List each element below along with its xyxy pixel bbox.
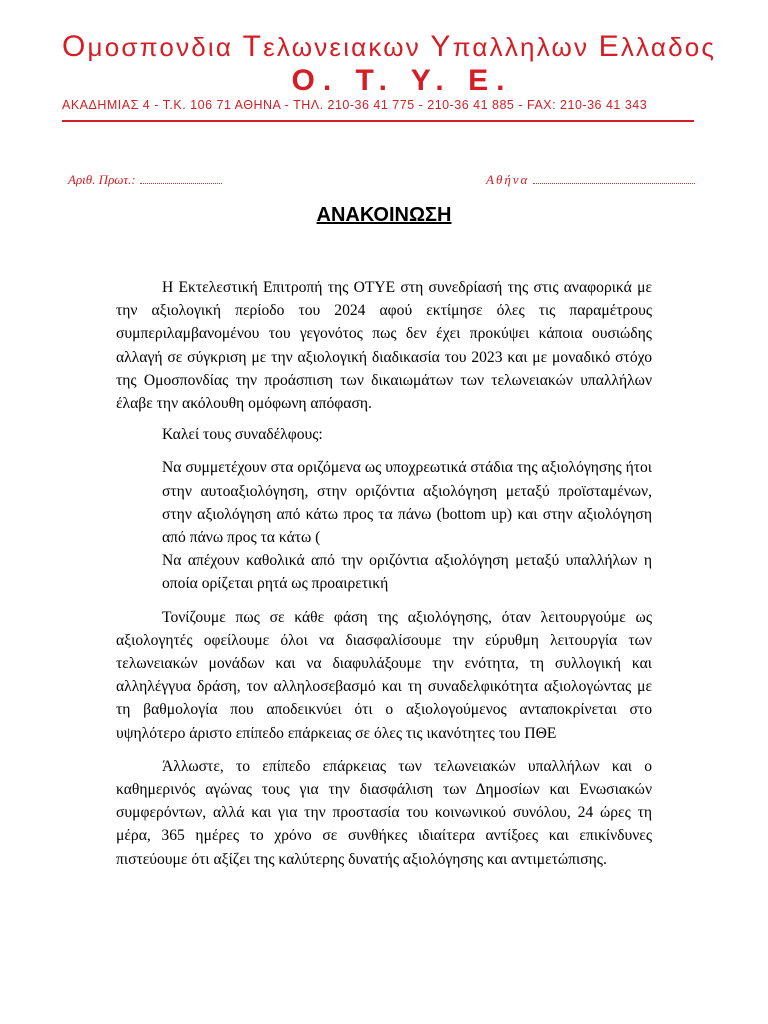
paragraph-decision: Η Εκτελεστική Επιτροπή της ΟΤΥΕ στη συνεδρίασή της στις αναφορικά με την αξιολογική περίοδο του 2024 αφού εκτίμησε όλες τις παραμέτρους συμπεριλαμβανομένου του γεγονότος πως δεν έχει προκύψει κάποια ουσιώδης αλλαγή σε σύγκριση με την αξιολογική διαδικασία του 2023 και με μοναδικό στόχο της Ομοσπονδίας την προάσπιση των δικαιωμάτων των τελωνειακών υπαλλήλων έλαβε την ακόλουθη ομόφωνη απόφαση. (116, 279, 652, 413)
protocol-number-label: Αριθ. Πρωτ.: (68, 172, 136, 187)
paragraph-call: Καλεί τους συναδέλφους: (162, 426, 323, 444)
protocol-number (68, 172, 222, 188)
protocol-number-blank (140, 182, 222, 184)
document-heading: ΑΝΑΚΟΙΝΩΣΗ (316, 204, 452, 226)
paragraph-conclusion: Άλλωστε, το επίπεδο επάρκειας των τελωνειακών υπαλλήλων και ο καθημερινός αγώνας τους για την διασφάλιση των Δημοσίων και Ενωσιακών συμφερόντων, αλλά και για την προστασία του κοινωνικού συνόλου, 24 ώρες τη μέρα, 365 ημέρες το χρόνο σε συνθήκες ιδιαίτερα αντίξοες και επικίνδυνες πιστεύουμε ότι αξίζει της καλύτερης δυνατής αξιολόγησης και αντιμετώπισης. (116, 757, 652, 868)
paragraph-emphasis: Τονίζουμε πως σε κάθε φάση της αξιολόγησης, όταν λειτουργούμε ως αξιολογητές οφείλουμε όλοι να διασφαλίσουμε την εύρυθμη λειτουργία των τελωνειακών μονάδων και να διαφυλάξουμε την ενότητα, τη συλλογική και αλληλέγγυα δράση, τον αλληλοσεβασμό και τη συναδελφικότητα αξιολογώντας με τη βαθμολογία που αποδεικνύει ότι ο αξιολογούμενος ανταποκρίνεται στο υψηλότερο άριστο επίπεδο επάρκειας σε όλες τις ικανότητες του ΠΘΕ (116, 608, 652, 742)
org-name-part-4: λλαδος (620, 32, 717, 62)
paragraph-participate: Να συμμετέχουν στα οριζόμενα ως υποχρεωτικά στάδια της αξιολόγησης ήτοι στην αυτοαξιολόγηση, στην οριζόντια αξιολόγηση μεταξύ προϊσταμένων, στην αξιολόγηση από κάτω προς τα πάνω (bottom up) και στην αξιολόγηση από πάνω προς τα κάτω ( (162, 459, 652, 547)
date-blank (533, 182, 695, 184)
org-name-part-3: παλληλων (452, 32, 599, 62)
place-label: Αθήνα (486, 172, 530, 187)
protocol-place-date (486, 172, 695, 188)
org-name-part-1: μοσπονδια (87, 32, 243, 62)
org-name-initial-o: Ο (62, 30, 88, 63)
letterhead-divider (62, 120, 694, 122)
paragraph-abstain: Να απέχουν καθολικά από την οριζόντια αξιολόγηση μεταξύ υπαλλήλων η οποία ορίζεται ρητά ως προαιρετική (162, 552, 652, 593)
org-name-initial-e: Ε (598, 30, 621, 63)
org-name-initial-y: Υ (430, 30, 453, 63)
organization-address: ΑΚΑΔΗΜΙΑΣ 4 - Τ.Κ. 106 71 ΑΘΗΝΑ - ΤΗΛ. 210-36 41 775 - 210-36 41 885 - FAX: 210-36 41 343 (62, 98, 648, 112)
document-body (116, 276, 652, 871)
org-name-initial-t: Τ (242, 30, 264, 63)
organization-name (62, 30, 717, 64)
org-name-part-2: ελωνειακων (263, 32, 431, 62)
organization-abbreviation: Ο. Τ. Υ. Ε. (291, 64, 513, 97)
